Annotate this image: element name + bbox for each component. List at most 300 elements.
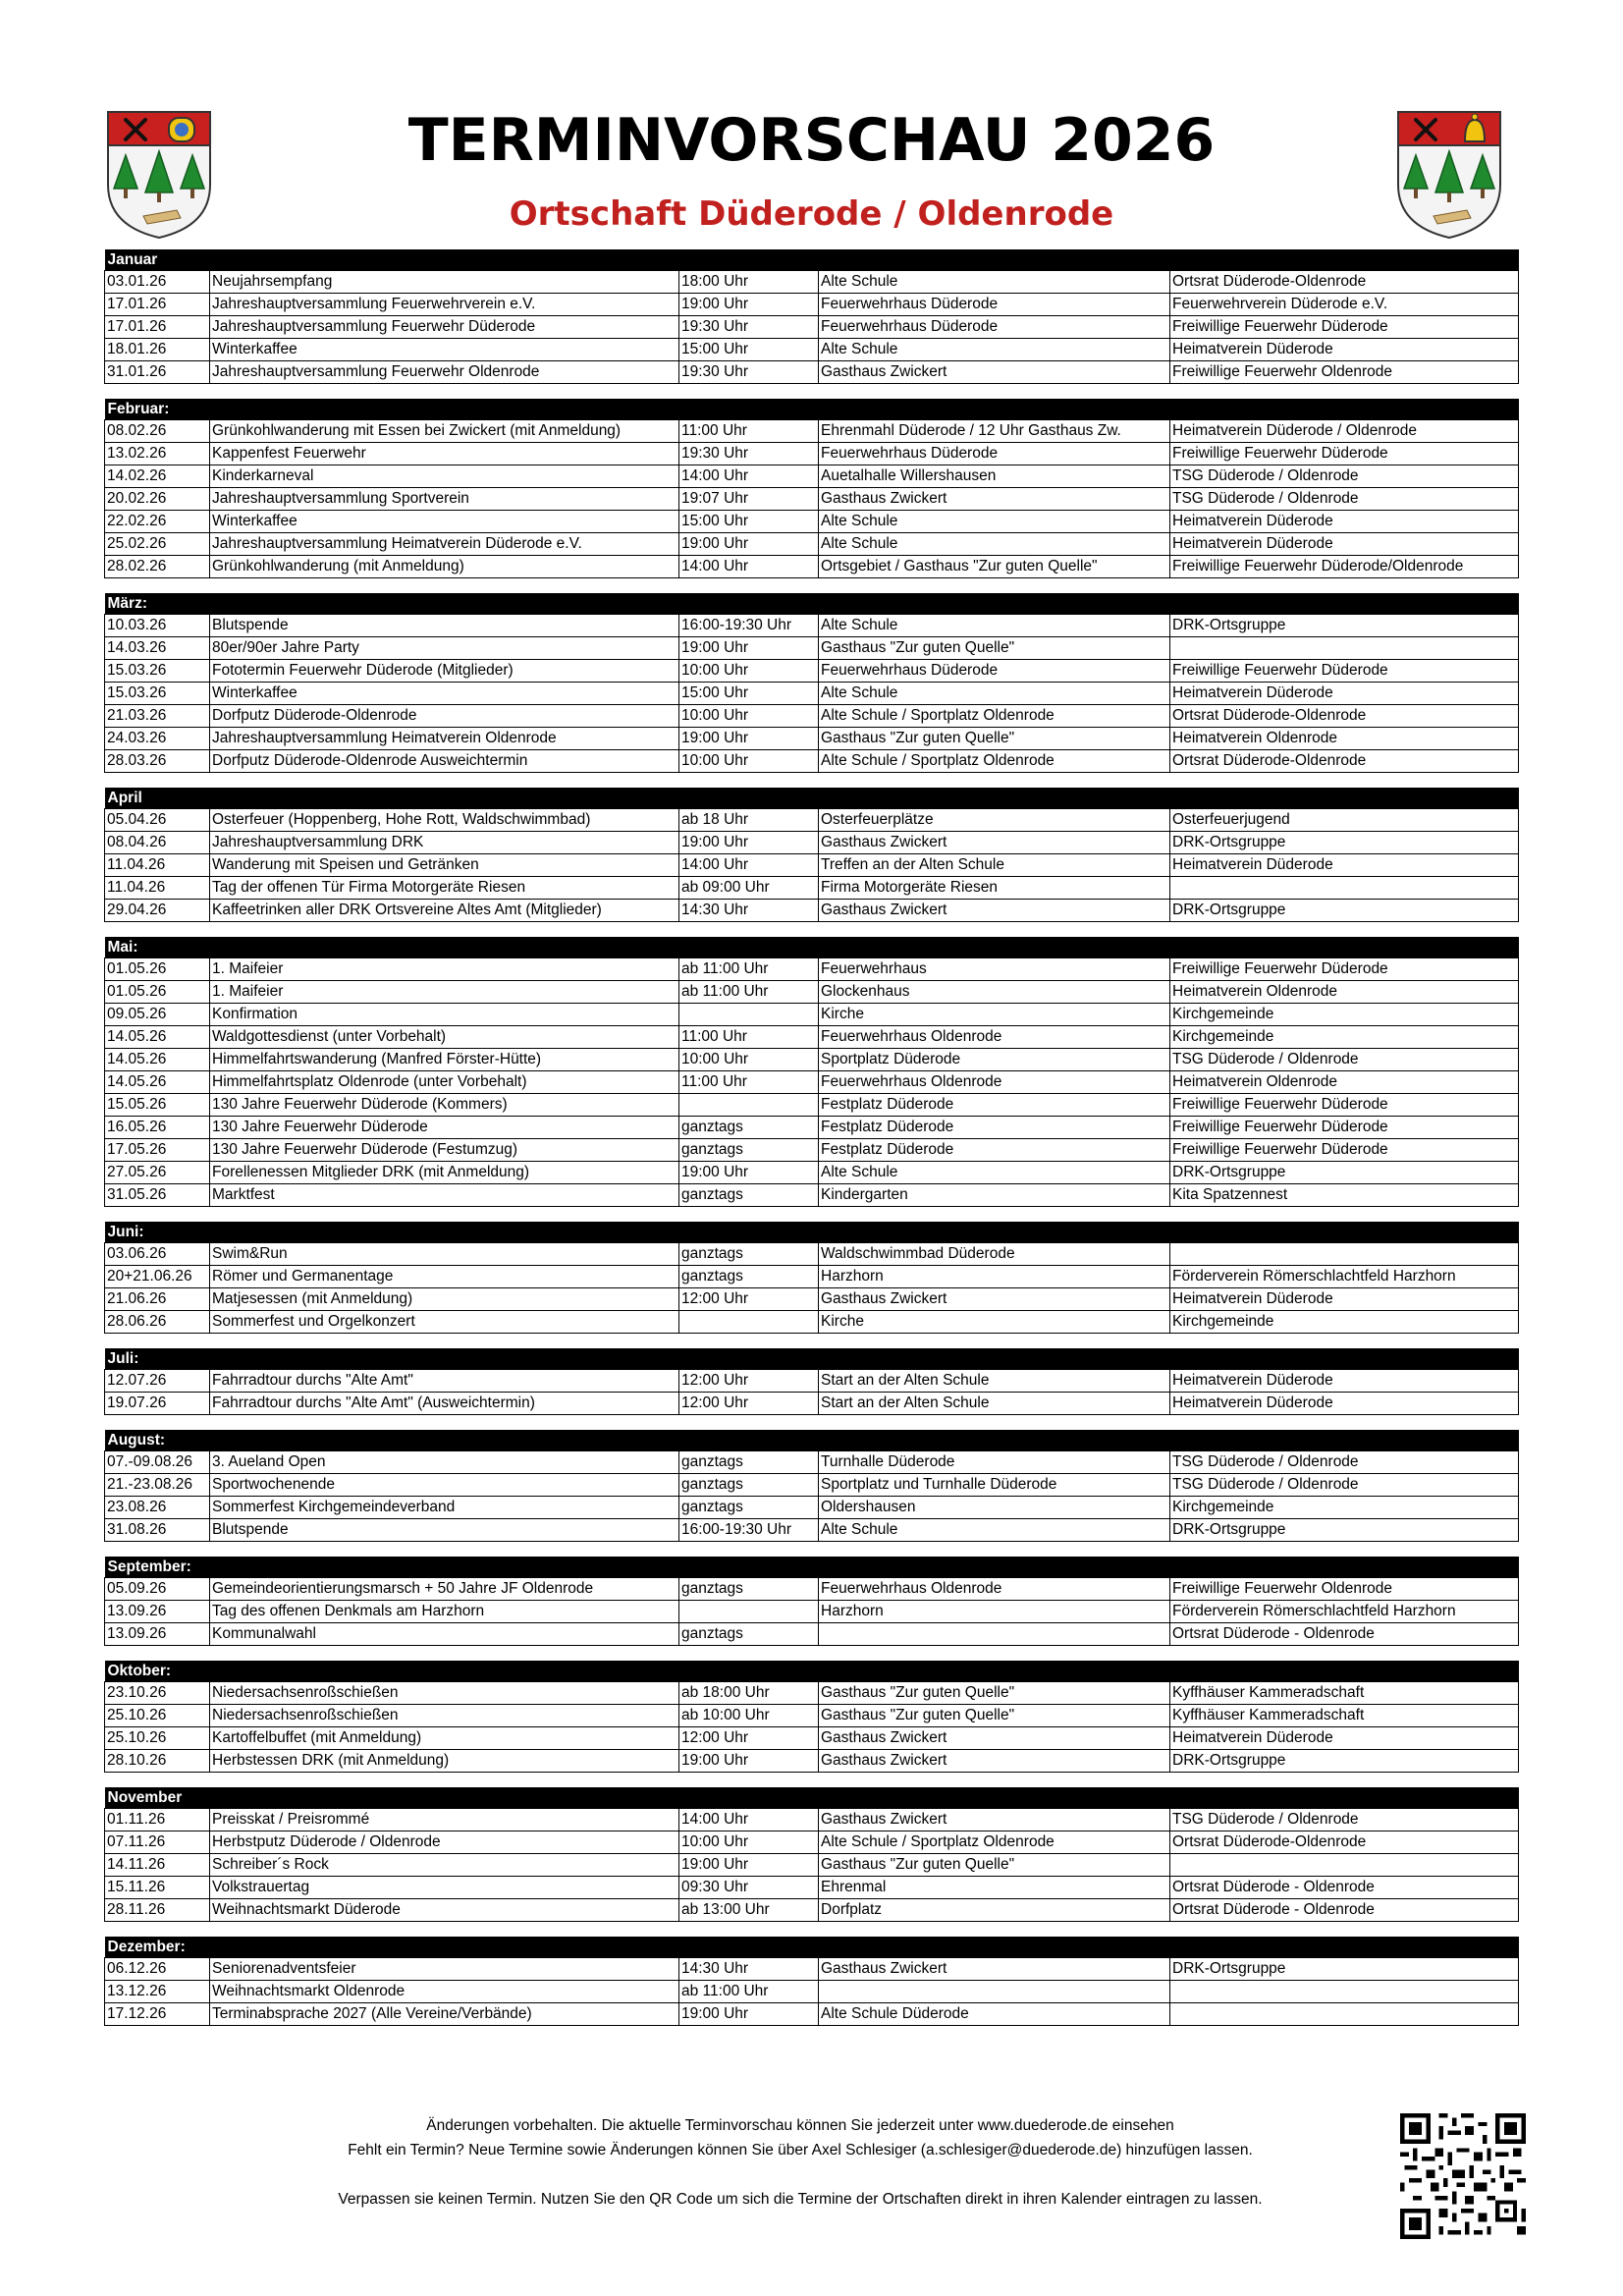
cell-event: Schreiber´s Rock (210, 1854, 679, 1877)
cell-time: 10:00 Uhr (679, 1049, 819, 1071)
cell-event: Konfirmation (210, 1004, 679, 1026)
cell-time: ab 11:00 Uhr (679, 1981, 819, 2003)
cell-organizer: Heimatverein Oldenrode (1170, 1071, 1519, 1094)
cell-location: Turnhalle Düderode (819, 1451, 1170, 1474)
month-header: Dezember: (105, 1937, 1519, 1958)
month-header: Februar: (105, 399, 1519, 420)
cell-date: 14.05.26 (105, 1026, 210, 1049)
cell-time (679, 1311, 819, 1334)
month-table (104, 1937, 1519, 2026)
cell-location: Glockenhaus (819, 981, 1170, 1004)
cell-organizer: Ortsrat Düderode-Oldenrode (1170, 750, 1519, 773)
cell-organizer: Freiwillige Feuerwehr Oldenrode (1170, 1578, 1519, 1601)
cell-location: Gasthaus "Zur guten Quelle" (819, 1854, 1170, 1877)
month-table (104, 1430, 1519, 1542)
event-row (105, 1184, 1519, 1207)
event-row (105, 958, 1519, 981)
cell-date: 01.11.26 (105, 1809, 210, 1831)
cell-date: 25.02.26 (105, 533, 210, 556)
cell-organizer: Heimatverein Düderode (1170, 1370, 1519, 1393)
cell-location: Feuerwehrhaus Düderode (819, 294, 1170, 316)
cell-location: Feuerwehrhaus (819, 958, 1170, 981)
cell-time: ab 11:00 Uhr (679, 958, 819, 981)
event-row (105, 1162, 1519, 1184)
cell-time (679, 1004, 819, 1026)
cell-location: Harzhorn (819, 1601, 1170, 1623)
cell-organizer (1170, 877, 1519, 900)
cell-event: Sportwochenende (210, 1474, 679, 1497)
event-row (105, 488, 1519, 511)
cell-event: Kappenfest Feuerwehr (210, 443, 679, 465)
month-table (104, 1787, 1519, 1922)
cell-date: 14.05.26 (105, 1071, 210, 1094)
cell-date: 15.11.26 (105, 1877, 210, 1899)
cell-event: 1. Maifeier (210, 981, 679, 1004)
cell-organizer: Kirchgemeinde (1170, 1497, 1519, 1519)
event-row (105, 1958, 1519, 1981)
cell-location: Alte Schule / Sportplatz Oldenrode (819, 705, 1170, 728)
cell-date: 25.10.26 (105, 1727, 210, 1750)
cell-event: Volkstrauertag (210, 1877, 679, 1899)
cell-organizer: DRK-Ortsgruppe (1170, 1519, 1519, 1542)
cell-location: Alte Schule (819, 683, 1170, 705)
cell-date: 01.05.26 (105, 958, 210, 981)
event-row (105, 877, 1519, 900)
cell-location (819, 1981, 1170, 2003)
cell-organizer: Kyffhäuser Kammeradschaft (1170, 1705, 1519, 1727)
cell-time: 10:00 Uhr (679, 750, 819, 773)
event-row (105, 683, 1519, 705)
cell-organizer: DRK-Ortsgruppe (1170, 615, 1519, 637)
cell-location: Auetalhalle Willershausen (819, 465, 1170, 488)
month-header: März: (105, 593, 1519, 615)
cell-date: 22.02.26 (105, 511, 210, 533)
cell-organizer: Feuerwehrverein Düderode e.V. (1170, 294, 1519, 316)
cell-date: 18.01.26 (105, 339, 210, 361)
event-row (105, 1139, 1519, 1162)
page-subtitle: Ortschaft Düderode / Oldenrode (509, 194, 1114, 234)
cell-event: Osterfeuer (Hoppenberg, Hohe Rott, Waldschwimmbad) (210, 809, 679, 832)
cell-organizer: Förderverein Römerschlachtfeld Harzhorn (1170, 1266, 1519, 1288)
cell-location: Start an der Alten Schule (819, 1393, 1170, 1415)
cell-location: Feuerwehrhaus Oldenrode (819, 1578, 1170, 1601)
cell-event: Blutspende (210, 1519, 679, 1542)
event-row (105, 1026, 1519, 1049)
cell-time: ganztags (679, 1623, 819, 1646)
cell-date: 08.04.26 (105, 832, 210, 854)
cell-organizer: Ortsrat Düderode-Oldenrode (1170, 1831, 1519, 1854)
page-title: TERMINVORSCHAU 2026 (407, 106, 1216, 175)
event-row (105, 981, 1519, 1004)
cell-date: 25.10.26 (105, 1705, 210, 1727)
cell-location: Gasthaus Zwickert (819, 361, 1170, 384)
cell-organizer: DRK-Ortsgruppe (1170, 900, 1519, 922)
cell-date: 23.08.26 (105, 1497, 210, 1519)
cell-time: ganztags (679, 1451, 819, 1474)
cell-organizer: Freiwillige Feuerwehr Düderode/Oldenrode (1170, 556, 1519, 578)
cell-time: 11:00 Uhr (679, 1026, 819, 1049)
event-row (105, 1094, 1519, 1117)
cell-event: Römer und Germanentage (210, 1266, 679, 1288)
month-header: Juli: (105, 1348, 1519, 1370)
cell-time: 15:00 Uhr (679, 511, 819, 533)
cell-location: Feuerwehrhaus Oldenrode (819, 1071, 1170, 1094)
month-table (104, 1222, 1519, 1334)
cell-time: 19:00 Uhr (679, 1750, 819, 1773)
cell-location: Feuerwehrhaus Düderode (819, 443, 1170, 465)
cell-location: Gasthaus Zwickert (819, 1727, 1170, 1750)
cell-event: Weihnachtsmarkt Oldenrode (210, 1981, 679, 2003)
cell-organizer: Freiwillige Feuerwehr Düderode (1170, 1094, 1519, 1117)
cell-event: Swim&Run (210, 1243, 679, 1266)
cell-date: 28.11.26 (105, 1899, 210, 1922)
cell-event: Sommerfest Kirchgemeindeverband (210, 1497, 679, 1519)
cell-time: 18:00 Uhr (679, 271, 819, 294)
cell-event: 1. Maifeier (210, 958, 679, 981)
cell-event: Fototermin Feuerwehr Düderode (Mitglieder) (210, 660, 679, 683)
cell-date: 06.12.26 (105, 1958, 210, 1981)
cell-event: Waldgottesdienst (unter Vorbehalt) (210, 1026, 679, 1049)
cell-event: Grünkohlwanderung mit Essen bei Zwickert (mit Anmeldung) (210, 420, 679, 443)
cell-time: 16:00-19:30 Uhr (679, 1519, 819, 1542)
cell-organizer: Heimatverein Düderode (1170, 533, 1519, 556)
cell-location: Alte Schule / Sportplatz Oldenrode (819, 1831, 1170, 1854)
cell-location: Harzhorn (819, 1266, 1170, 1288)
cell-event: Jahreshauptversammlung Feuerwehr Oldenrode (210, 361, 679, 384)
cell-location: Festplatz Düderode (819, 1094, 1170, 1117)
month-table (104, 399, 1519, 578)
event-row (105, 1705, 1519, 1727)
cell-organizer: DRK-Ortsgruppe (1170, 1162, 1519, 1184)
cell-organizer: Heimatverein Düderode (1170, 1393, 1519, 1415)
cell-organizer: Freiwillige Feuerwehr Düderode (1170, 660, 1519, 683)
cell-location: Alte Schule (819, 1519, 1170, 1542)
event-row (105, 556, 1519, 578)
cell-time: 15:00 Uhr (679, 683, 819, 705)
cell-date: 21.03.26 (105, 705, 210, 728)
cell-event: Jahreshauptversammlung Feuerwehrverein e.V. (210, 294, 679, 316)
cell-location: Gasthaus "Zur guten Quelle" (819, 728, 1170, 750)
cell-event: Winterkaffee (210, 683, 679, 705)
cell-time: ganztags (679, 1139, 819, 1162)
qr-code[interactable] (1400, 2113, 1526, 2239)
cell-event: Himmelfahrtswanderung (Manfred Förster-Hütte) (210, 1049, 679, 1071)
cell-event: Jahreshauptversammlung Heimatverein Düderode e.V. (210, 533, 679, 556)
cell-organizer: Heimatverein Düderode / Oldenrode (1170, 420, 1519, 443)
cell-time: 09:30 Uhr (679, 1877, 819, 1899)
event-row (105, 1497, 1519, 1519)
event-row (105, 728, 1519, 750)
cell-organizer: TSG Düderode / Oldenrode (1170, 1474, 1519, 1497)
cell-date: 17.01.26 (105, 294, 210, 316)
month-header: Juni: (105, 1222, 1519, 1243)
cell-organizer: Freiwillige Feuerwehr Düderode (1170, 958, 1519, 981)
cell-event: Marktfest (210, 1184, 679, 1207)
event-row (105, 615, 1519, 637)
cell-date: 03.06.26 (105, 1243, 210, 1266)
cell-time: 19:07 Uhr (679, 488, 819, 511)
cell-event: Tag der offenen Tür Firma Motorgeräte Riesen (210, 877, 679, 900)
event-row (105, 1981, 1519, 2003)
month-table (104, 1557, 1519, 1646)
cell-event: 3. Aueland Open (210, 1451, 679, 1474)
cell-event: Winterkaffee (210, 339, 679, 361)
cell-date: 23.10.26 (105, 1682, 210, 1705)
cell-organizer: Freiwillige Feuerwehr Düderode (1170, 1139, 1519, 1162)
cell-event: Neujahrsempfang (210, 271, 679, 294)
event-row (105, 1004, 1519, 1026)
event-row (105, 1393, 1519, 1415)
cell-organizer: Freiwillige Feuerwehr Düderode (1170, 1117, 1519, 1139)
month-header: Oktober: (105, 1661, 1519, 1682)
cell-organizer: Heimatverein Düderode (1170, 683, 1519, 705)
cell-time: ab 10:00 Uhr (679, 1705, 819, 1727)
cell-date: 27.05.26 (105, 1162, 210, 1184)
cell-event: Kommunalwahl (210, 1623, 679, 1646)
cell-organizer (1170, 1243, 1519, 1266)
event-row (105, 443, 1519, 465)
cell-event: Gemeindeorientierungsmarsch + 50 Jahre JF Oldenrode (210, 1578, 679, 1601)
cell-date: 21.-23.08.26 (105, 1474, 210, 1497)
cell-date: 28.06.26 (105, 1311, 210, 1334)
cell-event: Dorfputz Düderode-Oldenrode Ausweichtermin (210, 750, 679, 773)
cell-organizer: DRK-Ortsgruppe (1170, 1750, 1519, 1773)
cell-date: 01.05.26 (105, 981, 210, 1004)
cell-date: 29.04.26 (105, 900, 210, 922)
event-row (105, 1854, 1519, 1877)
event-row (105, 1243, 1519, 1266)
event-row (105, 854, 1519, 877)
cell-event: Niedersachsenroßschießen (210, 1705, 679, 1727)
cell-location: Kirche (819, 1004, 1170, 1026)
cell-organizer: Ortsrat Düderode-Oldenrode (1170, 705, 1519, 728)
event-row (105, 511, 1519, 533)
cell-organizer: Osterfeuerjugend (1170, 809, 1519, 832)
cell-time: 19:00 Uhr (679, 728, 819, 750)
cell-date: 14.02.26 (105, 465, 210, 488)
cell-time: 14:00 Uhr (679, 854, 819, 877)
cell-event: Winterkaffee (210, 511, 679, 533)
cell-location: Festplatz Düderode (819, 1139, 1170, 1162)
cell-time: ganztags (679, 1266, 819, 1288)
cell-location: Firma Motorgeräte Riesen (819, 877, 1170, 900)
cell-time: ganztags (679, 1474, 819, 1497)
cell-date: 15.03.26 (105, 683, 210, 705)
cell-date: 31.08.26 (105, 1519, 210, 1542)
month-header: August: (105, 1430, 1519, 1451)
cell-organizer: Heimatverein Düderode (1170, 339, 1519, 361)
cell-location: Alte Schule (819, 1162, 1170, 1184)
cell-location: Gasthaus "Zur guten Quelle" (819, 637, 1170, 660)
event-row (105, 533, 1519, 556)
cell-location: Alte Schule (819, 339, 1170, 361)
cell-time: ab 09:00 Uhr (679, 877, 819, 900)
cell-time: 14:30 Uhr (679, 900, 819, 922)
cell-time: 19:00 Uhr (679, 1162, 819, 1184)
cell-location: Treffen an der Alten Schule (819, 854, 1170, 877)
event-row (105, 1370, 1519, 1393)
cell-organizer: Freiwillige Feuerwehr Oldenrode (1170, 361, 1519, 384)
cell-event: 130 Jahre Feuerwehr Düderode (Kommers) (210, 1094, 679, 1117)
month-table (104, 937, 1519, 1207)
month-header: Mai: (105, 937, 1519, 958)
cell-event: Fahrradtour durchs "Alte Amt" (Ausweichtermin) (210, 1393, 679, 1415)
cell-organizer: Ortsrat Düderode - Oldenrode (1170, 1877, 1519, 1899)
cell-location: Alte Schule (819, 271, 1170, 294)
cell-location: Feuerwehrhaus Düderode (819, 316, 1170, 339)
cell-time: 12:00 Uhr (679, 1393, 819, 1415)
event-row (105, 339, 1519, 361)
cell-organizer: Kita Spatzennest (1170, 1184, 1519, 1207)
cell-event: Grünkohlwanderung (mit Anmeldung) (210, 556, 679, 578)
cell-time: ab 18:00 Uhr (679, 1682, 819, 1705)
event-row (105, 1601, 1519, 1623)
cell-location: Sportplatz und Turnhalle Düderode (819, 1474, 1170, 1497)
cell-time: 10:00 Uhr (679, 1831, 819, 1854)
cell-date: 15.05.26 (105, 1094, 210, 1117)
cell-date: 10.03.26 (105, 615, 210, 637)
event-row (105, 832, 1519, 854)
cell-event: 130 Jahre Feuerwehr Düderode (Festumzug) (210, 1139, 679, 1162)
cell-location: Oldershausen (819, 1497, 1170, 1519)
cell-location: Osterfeuerplätze (819, 809, 1170, 832)
cell-event: Preisskat / Preisrommé (210, 1809, 679, 1831)
event-row (105, 1451, 1519, 1474)
cell-organizer: DRK-Ortsgruppe (1170, 1958, 1519, 1981)
event-row (105, 1623, 1519, 1646)
cell-date: 07.-09.08.26 (105, 1451, 210, 1474)
cell-date: 28.02.26 (105, 556, 210, 578)
cell-time: ab 18 Uhr (679, 809, 819, 832)
cell-event: Herbstputz Düderode / Oldenrode (210, 1831, 679, 1854)
cell-organizer: Freiwillige Feuerwehr Düderode (1170, 443, 1519, 465)
footer-note-qr: Verpassen sie keinen Termin. Nutzen Sie den QR Code um sich die Termine der Ortschaften direkt in ihren Kalender eintragen zu lassen. (338, 2191, 1263, 2208)
month-table (104, 1348, 1519, 1415)
cell-event: Himmelfahrtsplatz Oldenrode (unter Vorbehalt) (210, 1071, 679, 1094)
cell-event: Wanderung mit Speisen und Getränken (210, 854, 679, 877)
event-row (105, 1474, 1519, 1497)
schedule (104, 249, 1518, 2041)
cell-location: Kirche (819, 1311, 1170, 1334)
cell-organizer: TSG Düderode / Oldenrode (1170, 1451, 1519, 1474)
coat-of-arms-right (1394, 108, 1504, 241)
cell-time: 19:00 Uhr (679, 832, 819, 854)
footer-note-contact: Fehlt ein Termin? Neue Termine sowie Änderungen können Sie über Axel Schlesiger (a.schlesiger@duederode.de) hinzufügen lassen. (348, 2142, 1253, 2159)
event-row (105, 1266, 1519, 1288)
event-row (105, 1049, 1519, 1071)
cell-location: Gasthaus Zwickert (819, 900, 1170, 922)
event-row (105, 1578, 1519, 1601)
cell-date: 31.01.26 (105, 361, 210, 384)
month-table (104, 593, 1519, 773)
cell-organizer: TSG Düderode / Oldenrode (1170, 1809, 1519, 1831)
event-row (105, 294, 1519, 316)
cell-date: 05.09.26 (105, 1578, 210, 1601)
month-table (104, 1661, 1519, 1773)
cell-organizer: TSG Düderode / Oldenrode (1170, 465, 1519, 488)
cell-date: 17.05.26 (105, 1139, 210, 1162)
cell-time: 10:00 Uhr (679, 705, 819, 728)
cell-date: 13.09.26 (105, 1601, 210, 1623)
event-row (105, 1117, 1519, 1139)
cell-time: ganztags (679, 1243, 819, 1266)
event-row (105, 1311, 1519, 1334)
cell-event: Tag des offenen Denkmals am Harzhorn (210, 1601, 679, 1623)
cell-date: 24.03.26 (105, 728, 210, 750)
cell-date: 07.11.26 (105, 1831, 210, 1854)
cell-time: 19:00 Uhr (679, 294, 819, 316)
cell-time: 11:00 Uhr (679, 1071, 819, 1094)
event-row (105, 1288, 1519, 1311)
cell-location: Gasthaus "Zur guten Quelle" (819, 1682, 1170, 1705)
event-row (105, 900, 1519, 922)
cell-time: 14:00 Uhr (679, 1809, 819, 1831)
cell-time: 19:00 Uhr (679, 637, 819, 660)
cell-date: 11.04.26 (105, 877, 210, 900)
event-row (105, 750, 1519, 773)
footer-note-changes: Änderungen vorbehalten. Die aktuelle Terminvorschau können Sie jederzeit unter www.duederode.de einsehen (426, 2117, 1174, 2134)
cell-time: 16:00-19:30 Uhr (679, 615, 819, 637)
cell-time: 19:00 Uhr (679, 2003, 819, 2026)
cell-date: 17.12.26 (105, 2003, 210, 2026)
cell-organizer: Freiwillige Feuerwehr Düderode (1170, 316, 1519, 339)
event-row (105, 660, 1519, 683)
cell-event: 130 Jahre Feuerwehr Düderode (210, 1117, 679, 1139)
cell-event: Herbstessen DRK (mit Anmeldung) (210, 1750, 679, 1773)
month-header: September: (105, 1557, 1519, 1578)
cell-date: 08.02.26 (105, 420, 210, 443)
event-row (105, 705, 1519, 728)
cell-time (679, 1601, 819, 1623)
cell-event: Forellenessen Mitglieder DRK (mit Anmeldung) (210, 1162, 679, 1184)
event-row (105, 1809, 1519, 1831)
cell-time: 11:00 Uhr (679, 420, 819, 443)
cell-organizer: Heimatverein Düderode (1170, 511, 1519, 533)
cell-location: Ortsgebiet / Gasthaus "Zur guten Quelle" (819, 556, 1170, 578)
event-row (105, 1899, 1519, 1922)
cell-location: Gasthaus "Zur guten Quelle" (819, 1705, 1170, 1727)
cell-location: Gasthaus Zwickert (819, 832, 1170, 854)
cell-organizer: Kyffhäuser Kammeradschaft (1170, 1682, 1519, 1705)
cell-time: 14:00 Uhr (679, 465, 819, 488)
event-row (105, 1750, 1519, 1773)
cell-event: Matjesessen (mit Anmeldung) (210, 1288, 679, 1311)
cell-location: Feuerwehrhaus Düderode (819, 660, 1170, 683)
cell-date: 05.04.26 (105, 809, 210, 832)
cell-date: 28.03.26 (105, 750, 210, 773)
cell-date: 17.01.26 (105, 316, 210, 339)
event-row (105, 637, 1519, 660)
cell-date: 13.09.26 (105, 1623, 210, 1646)
cell-time: ab 13:00 Uhr (679, 1899, 819, 1922)
cell-event: Dorfputz Düderode-Oldenrode (210, 705, 679, 728)
month-header: Januar (105, 249, 1519, 271)
cell-time: 19:00 Uhr (679, 533, 819, 556)
cell-event: Jahreshauptversammlung Heimatverein Oldenrode (210, 728, 679, 750)
cell-event: Jahreshauptversammlung DRK (210, 832, 679, 854)
cell-organizer: TSG Düderode / Oldenrode (1170, 1049, 1519, 1071)
cell-date: 31.05.26 (105, 1184, 210, 1207)
cell-location (819, 1623, 1170, 1646)
cell-date: 21.06.26 (105, 1288, 210, 1311)
event-row (105, 1071, 1519, 1094)
cell-organizer: Heimatverein Düderode (1170, 1727, 1519, 1750)
cell-organizer: TSG Düderode / Oldenrode (1170, 488, 1519, 511)
cell-organizer: Heimatverein Oldenrode (1170, 981, 1519, 1004)
month-header: November (105, 1787, 1519, 1809)
cell-date: 28.10.26 (105, 1750, 210, 1773)
cell-event: Terminabsprache 2027 (Alle Vereine/Verbände) (210, 2003, 679, 2026)
